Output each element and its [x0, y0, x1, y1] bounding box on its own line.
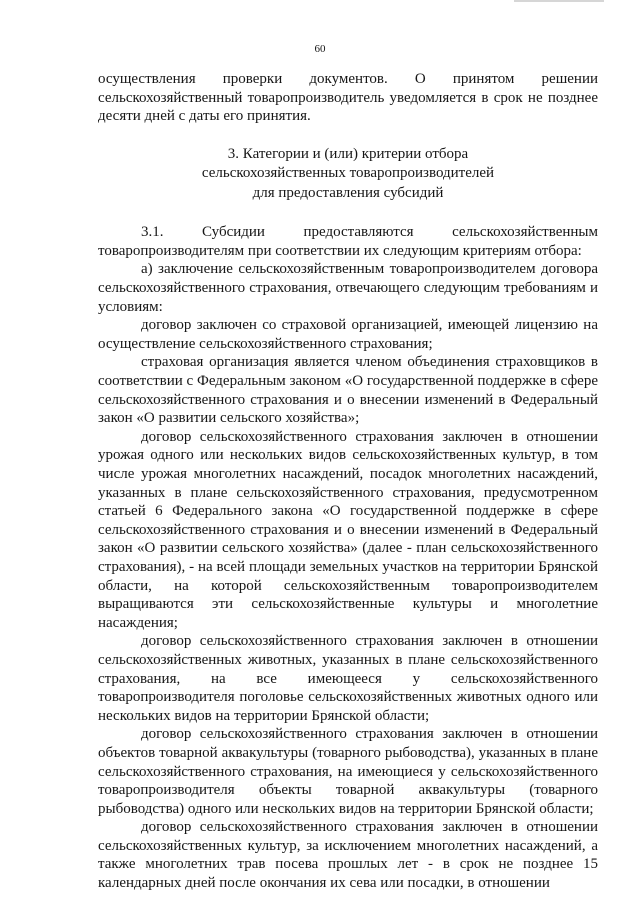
paragraph-license: договор заключен со страховой организацией, имеющей лицензию на осуществление сельскохозяйственного страхования;: [98, 317, 598, 352]
scan-edge-mark: [514, 0, 604, 2]
paragraph-3-1: 3.1. Субсидии предоставляются сельскохозяйственным товаропроизводителям при соответствии их следующим критериям отбора:: [98, 224, 598, 259]
document-body: [98, 70, 598, 893]
section-heading: [98, 145, 598, 204]
paragraph-a: а) заключение сельскохозяйственным товаропроизводителем договора сельскохозяйственного страхования, отвечающего следующим требованиям и условиям:: [98, 261, 598, 315]
paragraph-intro: осуществления проверки документов. О принятом решении сельскохозяйственный товаропроизводитель уведомляется в срок не позднее десяти дней с даты его принятия.: [98, 71, 598, 125]
paragraph-member: страховая организация является членом объединения страховщиков в соответствии с Федеральным законом «О государственной поддержке в сфере сельскохозяйственного страхования и о внесении изменений в Федеральный закон «О развитии сельского хозяйства»;: [98, 354, 598, 427]
section-heading-line-1: 3. Категории и (или) критерии отбора: [227, 145, 469, 162]
paragraph-crops: договор сельскохозяйственного страхования заключен в отношении урожая одного или нескольких видов сельскохозяйственных культур, в том числе урожая многолетних насаждений, посадок многолетних насаждений, указанных в плане сельскохозяйственного страхования, предусмотренном статьей 6 Федерального закона «О государственной поддержке в сфере сельскохозяйственного страхования и о внесении изменений в Федеральный закон «О развитии сельского хозяйства» (далее - план сельскохозяйственного страхования), - на всей площади земельных участков на территории Брянской области, на которой сельскохозяйственным товаропроизводителем выращиваются эти сельскохозяйственные культуры и многолетние насаждения;: [98, 428, 598, 631]
section-heading-line-3: для предоставления субсидий: [252, 184, 444, 201]
page-number: 60: [314, 43, 326, 55]
paragraph-aquaculture: договор сельскохозяйственного страхования заключен в отношении объектов товарной аквакультуры (товарного рыбоводства), указанных в плане сельскохозяйственного страхования, на имеющиеся у сельскохозяйственного товаропроизводителя объекты товарной аквакультуры (товарного рыбоводства) одного или нескольких видов на территории Брянской области;: [98, 726, 598, 817]
paragraph-last: договор сельскохозяйственного страхования заключен в отношении сельскохозяйственных культур, за исключением многолетних насаждений, а также многолетних трав посева прошлых лет - в срок не позднее 15 календарных дней после окончания их сева или посадки, в отношении: [98, 819, 598, 892]
paragraph-animals: договор сельскохозяйственного страхования заключен в отношении сельскохозяйственных животных, указанных в плане сельскохозяйственного страхования, на все имеющееся у сельскохозяйственного товаропроизводителя поголовье сельскохозяйственных животных одного или нескольких видов на территории Брянской области;: [98, 633, 598, 724]
section-heading-line-2: сельскохозяйственных товаропроизводителей: [201, 165, 495, 182]
